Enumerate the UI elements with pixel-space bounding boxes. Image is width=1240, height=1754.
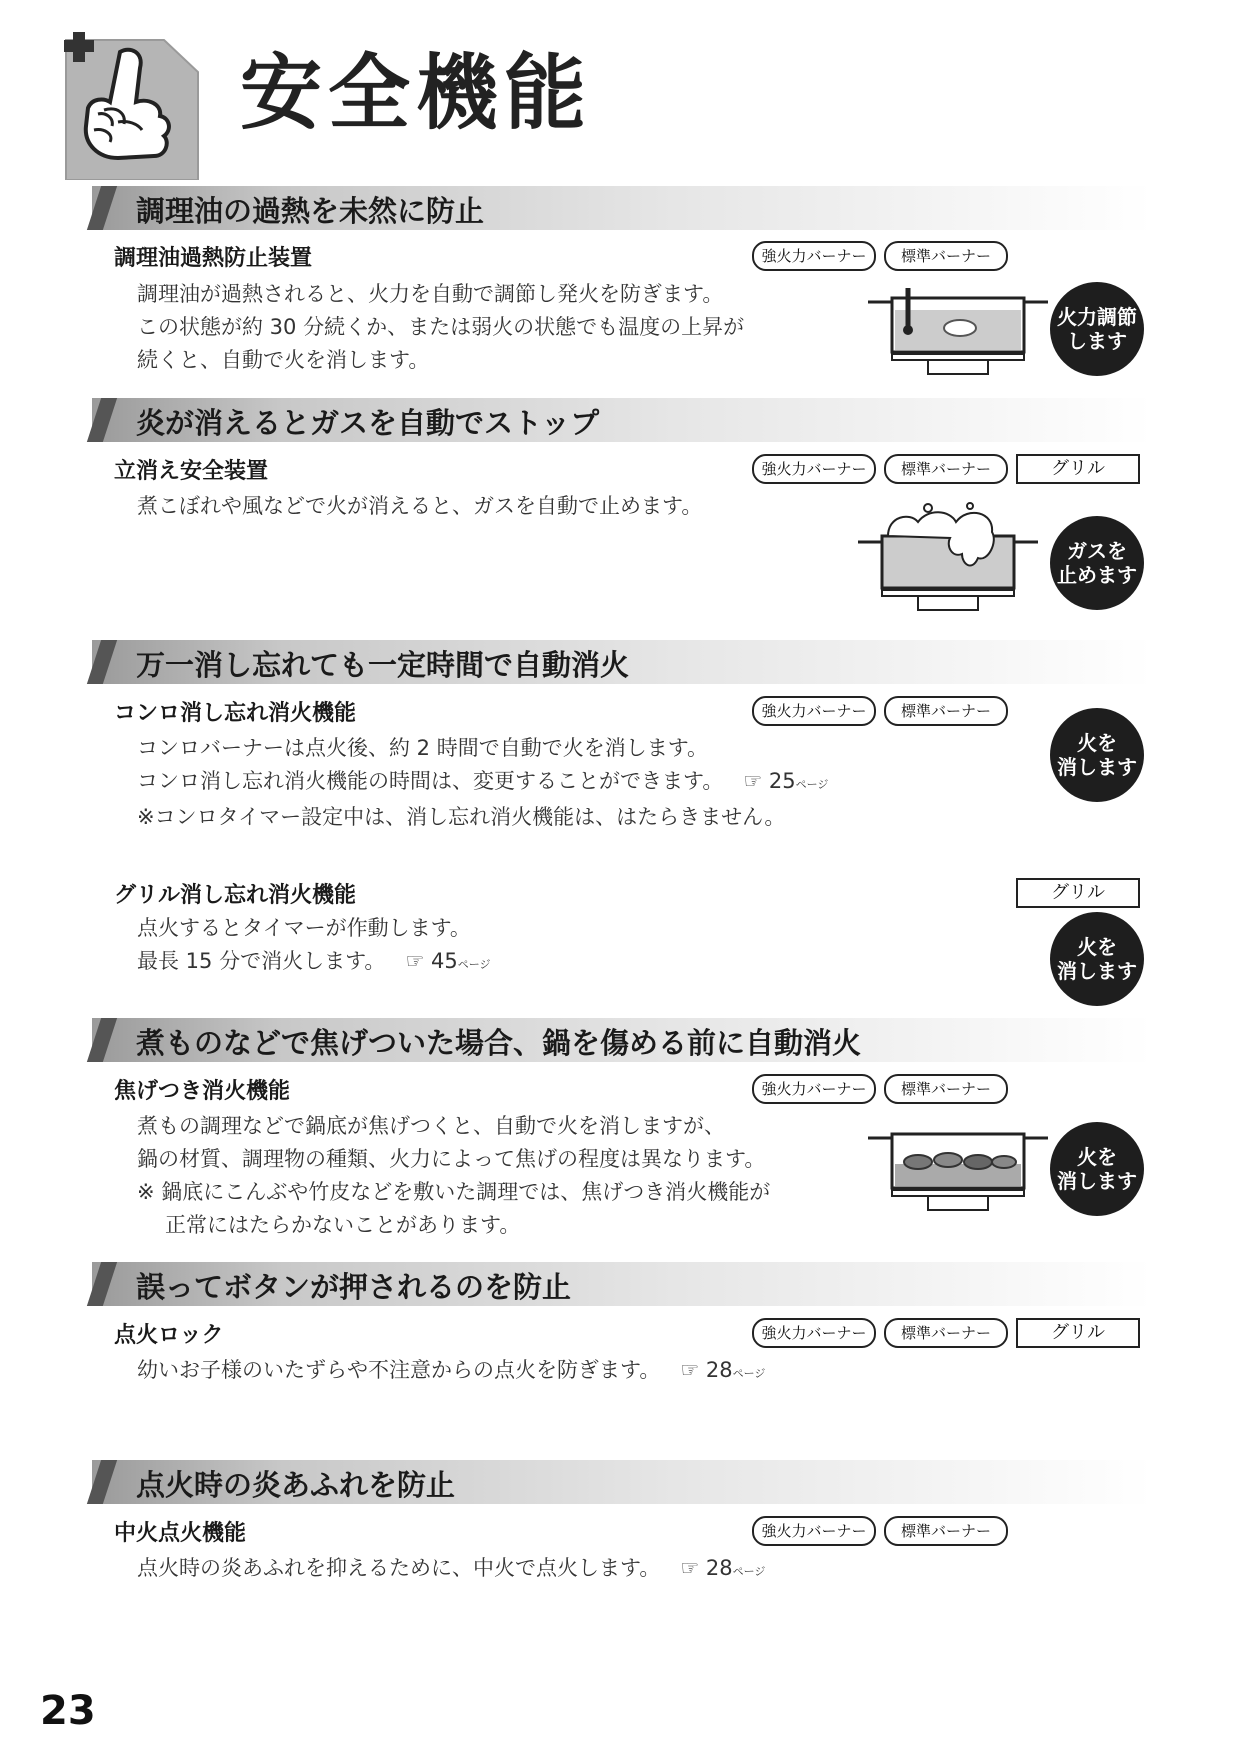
tag-standard-burner: 標準バーナー xyxy=(884,696,1008,726)
page-title: 安全機能 xyxy=(240,45,593,141)
pot-scorched-illustration xyxy=(868,1124,1048,1220)
tag-standard-burner: 標準バーナー xyxy=(884,241,1008,271)
section-title: 煮ものなどで焦げついた場合、鍋を傷める前に自動消火 xyxy=(136,1026,862,1060)
item-title: 点火ロック xyxy=(114,1323,224,1348)
badge-turn-off: 火を 消します xyxy=(1050,912,1144,1006)
section-title: 点火時の炎あふれを防止 xyxy=(136,1468,456,1502)
tag-strong-burner: 強火力バーナー xyxy=(752,1516,876,1546)
item-title: グリル消し忘れ消火機能 xyxy=(114,883,357,908)
tag-grill: グリル xyxy=(1016,878,1140,908)
tag-strong-burner: 強火力バーナー xyxy=(752,1318,876,1348)
page-reference[interactable]: ☞ 28ページ xyxy=(680,1358,766,1382)
pointing-finger-icon: ☞ xyxy=(680,1358,700,1382)
pointing-finger-icon: ☞ xyxy=(680,1556,700,1580)
safety-hand-icon xyxy=(58,32,204,180)
tag-strong-burner: 強火力バーナー xyxy=(752,696,876,726)
badge-turn-off: 火を 消します xyxy=(1050,708,1144,802)
tag-strong-burner: 強火力バーナー xyxy=(752,454,876,484)
page-reference[interactable]: ☞ 45ページ xyxy=(405,949,491,973)
tag-grill: グリル xyxy=(1016,454,1140,484)
badge-turn-off: 火を 消します xyxy=(1050,1122,1144,1216)
tag-standard-burner: 標準バーナー xyxy=(884,1516,1008,1546)
page-reference[interactable]: ☞ 28ページ xyxy=(680,1556,766,1580)
pointing-finger-icon: ☞ xyxy=(405,949,425,973)
tag-strong-burner: 強火力バーナー xyxy=(752,1074,876,1104)
tag-grill: グリル xyxy=(1016,1318,1140,1348)
page-number: 23 xyxy=(40,1688,96,1734)
item-title: 焦げつき消火機能 xyxy=(114,1079,291,1104)
item-description: 煮もの調理などで鍋底が焦げつくと、自動で火を消しますが、 鍋の材質、調理物の種類、火力によって焦げの程度は異なります。 ※ 鍋底にこんぶや竹皮などを敷いた調理では、焦げつき消火機能が 正常にはたらかないことがあります。 xyxy=(137,1114,771,1237)
item-description: 煮こぼれや風などで火が消えると、ガスを自動で止めます。 xyxy=(137,494,703,518)
tag-standard-burner: 標準バーナー xyxy=(884,454,1008,484)
section-heading-scorch xyxy=(92,1018,1152,1062)
tag-strong-burner: 強火力バーナー xyxy=(752,241,876,271)
badge-adjust-heat: 火力調節 します xyxy=(1050,282,1144,376)
section-title: 万一消し忘れても一定時間で自動消火 xyxy=(136,648,630,682)
section-title: 誤ってボタンが押されるのを防止 xyxy=(136,1270,572,1304)
section-title: 調理油の過熱を未然に防止 xyxy=(136,194,485,228)
section-heading-auto-off xyxy=(92,640,1152,684)
item-title: 調理油過熱防止装置 xyxy=(114,246,313,271)
pot-thermometer-illustration xyxy=(868,288,1048,384)
tag-standard-burner: 標準バーナー xyxy=(884,1074,1008,1104)
section-heading-button-lock xyxy=(92,1262,1152,1306)
item-description: 調理油が過熱されると、火力を自動で調節し発火を防ぎます。 この状態が約 30 分続くか、または弱火の状態でも温度の上昇が 続くと、自動で火を消します。 xyxy=(137,282,745,372)
section-title: 炎が消えるとガスを自動でストップ xyxy=(136,406,600,440)
section-heading-medium-ignition xyxy=(92,1460,1152,1504)
pointing-finger-icon: ☞ xyxy=(743,769,763,793)
pot-boilover-illustration xyxy=(858,502,1038,616)
item-description: 幼いお子様のいたずらや不注意からの点火を防ぎます。 ☞ 28ページ xyxy=(137,1358,766,1382)
item-title: コンロ消し忘れ消火機能 xyxy=(114,701,357,726)
item-title: 立消え安全装置 xyxy=(114,459,269,484)
item-description: コンロバーナーは点火後、約 2 時間で自動で火を消します。 コンロ消し忘れ消火機能の時間は、変更することができます。 ☞ 25ページ ※コンロタイマー設定中は、消し忘れ消火機能は、はたらきません。 xyxy=(137,736,829,829)
item-description: 点火するとタイマーが作動します。 最長 15 分で消火します。 ☞ 45ページ xyxy=(137,916,491,973)
tag-standard-burner: 標準バーナー xyxy=(884,1318,1008,1348)
item-description: 点火時の炎あふれを抑えるために、中火で点火します。 ☞ 28ページ xyxy=(137,1556,766,1580)
badge-stop-gas: ガスを 止めます xyxy=(1050,516,1144,610)
item-title: 中火点火機能 xyxy=(114,1521,247,1546)
section-heading-oil-overheat xyxy=(92,186,1152,230)
section-heading-flame-out xyxy=(92,398,1152,442)
page-reference[interactable]: ☞ 25ページ xyxy=(743,769,829,793)
